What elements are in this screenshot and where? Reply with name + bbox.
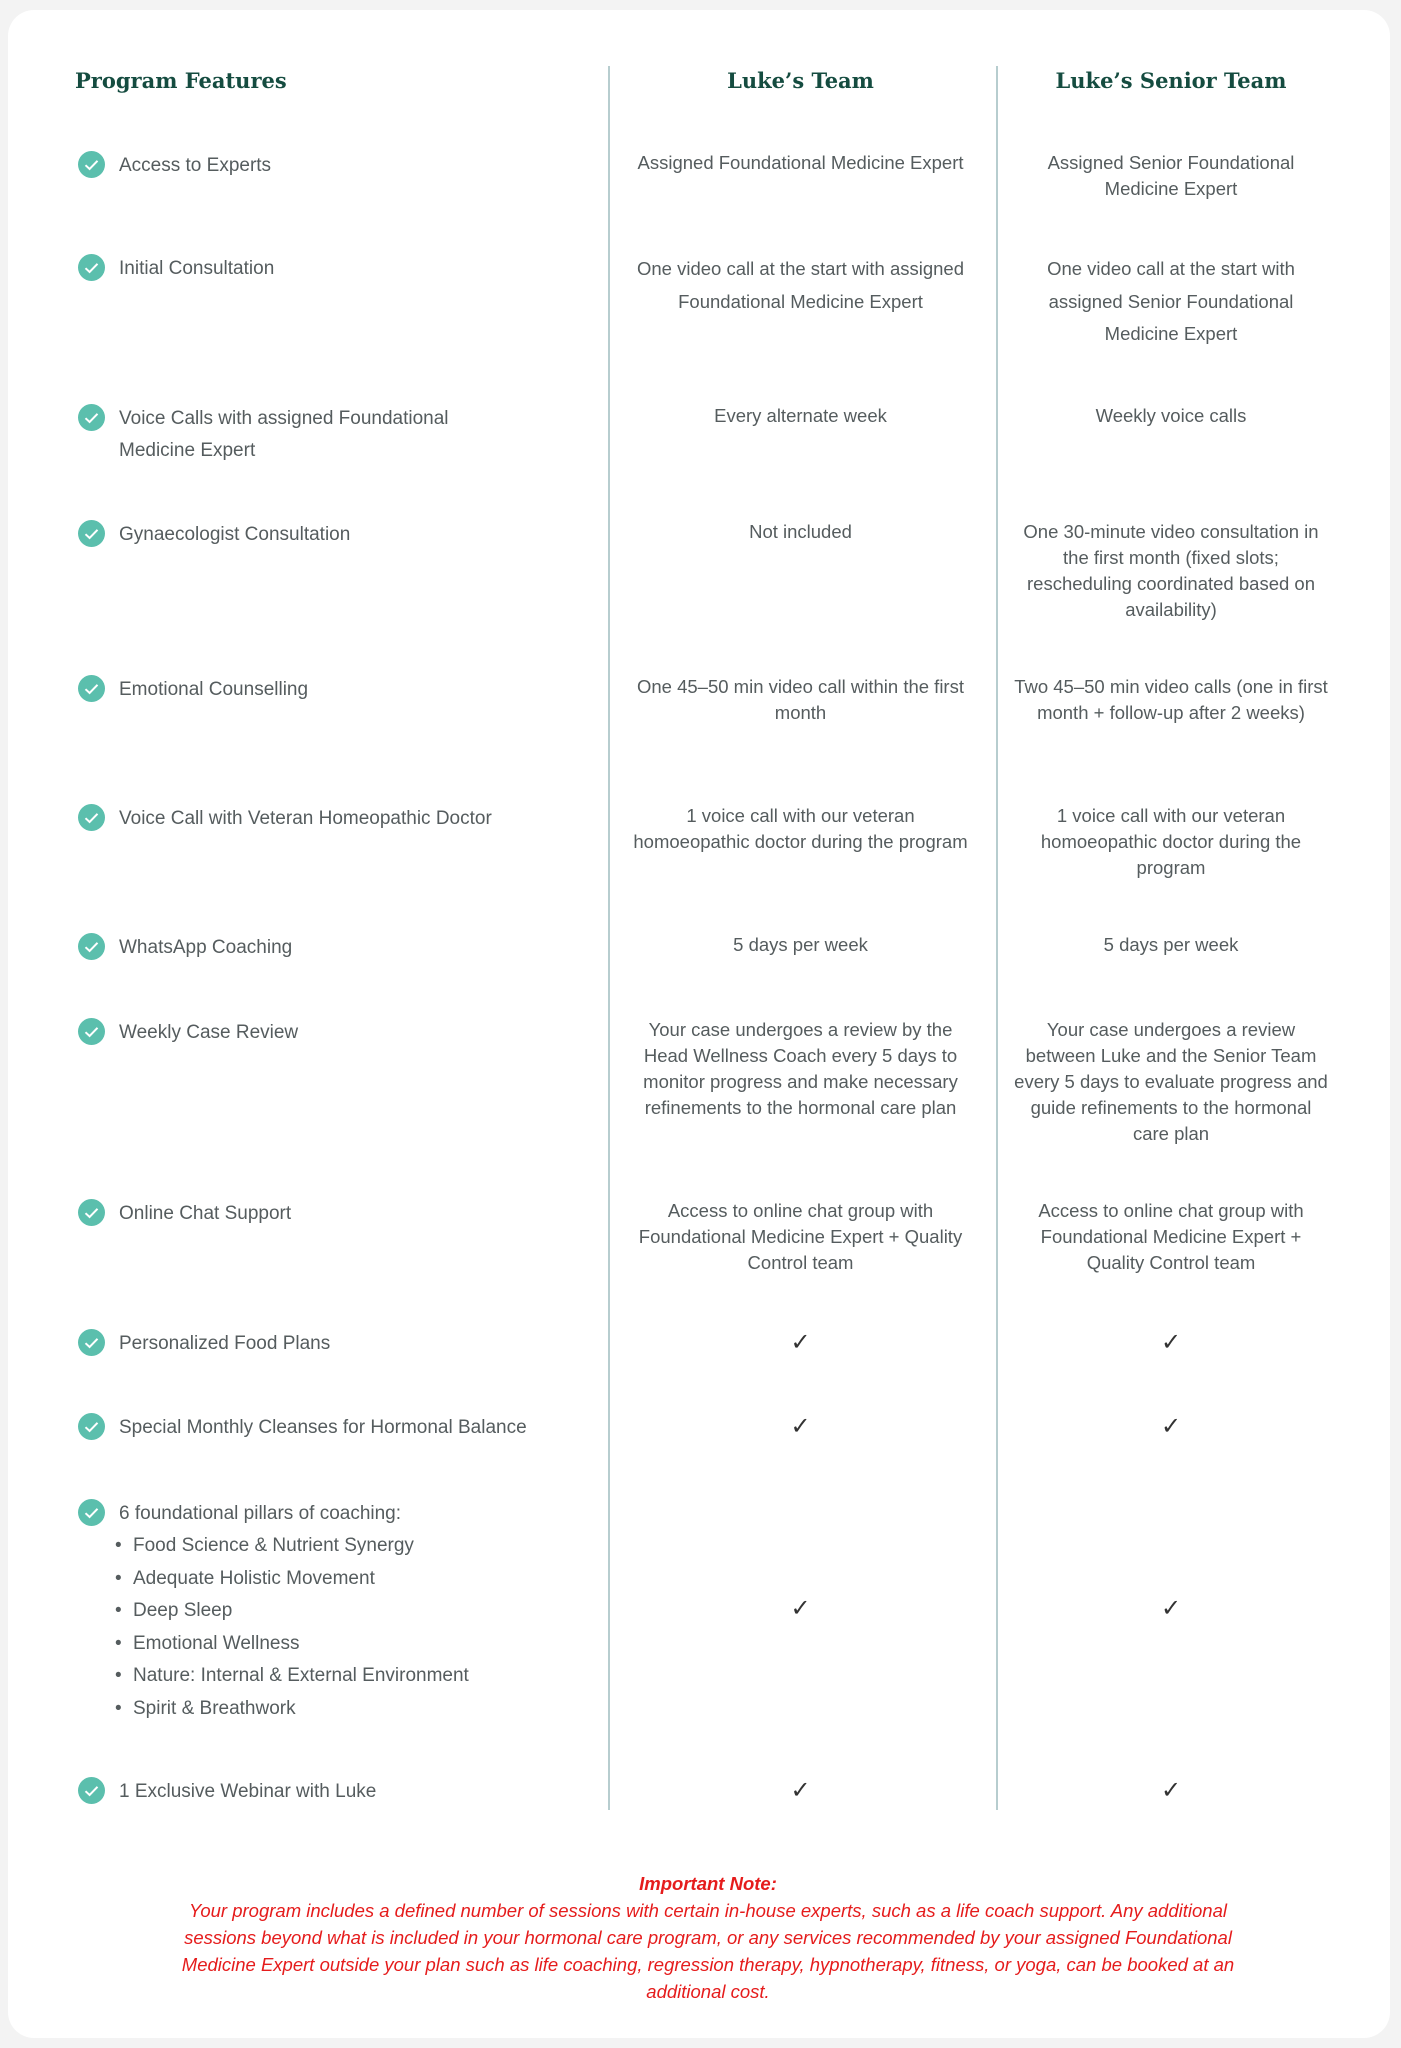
header-program-features: Program Features [75, 68, 287, 93]
feature-label: WhatsApp Coaching [119, 937, 293, 958]
feature-label: Special Monthly Cleanses for Hormonal Balance [119, 1417, 527, 1438]
check-circle-icon [78, 1018, 105, 1045]
plan2-checkmark: ✓ [1160, 1412, 1182, 1440]
plan2-value: One 30-minute video consultation in the first month (fixed slots; rescheduling coordinated based on availability) [1023, 521, 1319, 620]
check-circle-icon [78, 1499, 105, 1526]
list-item: • Emotional Wellness [105, 1628, 469, 1661]
feature-label: 1 Exclusive Webinar with Luke [119, 1781, 377, 1802]
feature-label: 6 foundational pillars of coaching: [119, 1503, 402, 1524]
plan1-value: 5 days per week [733, 934, 868, 955]
plan1-value: One 45–50 min video call within the first month [636, 676, 964, 723]
important-note [158, 1870, 1258, 2005]
plan2-value: One video call at the start with assigned Senior Foundational Medicine Expert [1047, 258, 1295, 344]
feature-label: Weekly Case Review [119, 1022, 299, 1043]
pillars-list [119, 1530, 469, 1725]
plan1-checkmark: ✓ [790, 1776, 811, 1804]
plan1-value: 1 voice call with our veteran homoeopathic doctor during the program [633, 805, 968, 852]
list-item: • Deep Sleep [105, 1595, 469, 1628]
header-lukes-senior-team: Luke’s Senior Team [1055, 68, 1287, 93]
check-circle-icon [78, 1199, 105, 1226]
important-note-title: Important Note: [639, 1873, 777, 1894]
check-circle-icon [78, 1413, 105, 1440]
feature-label: Voice Calls with assigned Foundational Medicine Expert [119, 408, 449, 461]
feature-label: Personalized Food Plans [119, 1333, 331, 1354]
feature-label: Access to Experts [119, 155, 272, 176]
comparison-card [8, 10, 1390, 2038]
feature-label: Online Chat Support [119, 1203, 292, 1224]
list-item: • Nature: Internal & External Environment [105, 1660, 469, 1693]
plan1-value: One video call at the start with assigned Foundational Medicine Expert [636, 258, 964, 312]
check-circle-icon [78, 151, 105, 178]
check-circle-icon [78, 404, 105, 431]
plan2-value: Assigned Senior Foundational Medicine Expert [1047, 152, 1295, 199]
plan1-value: Assigned Foundational Medicine Expert [637, 152, 964, 173]
check-circle-icon [78, 1777, 105, 1804]
plan2-checkmark: ✓ [1160, 1776, 1182, 1804]
plan1-checkmark: ✓ [790, 1594, 811, 1622]
header-lukes-team: Luke’s Team [727, 68, 874, 93]
plan1-checkmark: ✓ [790, 1412, 811, 1440]
check-circle-icon [78, 1329, 105, 1356]
list-item: • Spirit & Breathwork [105, 1693, 469, 1726]
plan1-value: Not included [749, 521, 852, 542]
plan1-value: Your case undergoes a review by the Head Wellness Coach every 5 days to monitor progress and make necessary refinements to the hormonal care plan [643, 1019, 958, 1118]
plan1-value: Access to online chat group with Foundational Medicine Expert + Quality Control team [638, 1200, 963, 1273]
plan1-checkmark: ✓ [790, 1328, 811, 1356]
feature-label: Initial Consultation [119, 258, 275, 279]
plan2-checkmark: ✓ [1160, 1328, 1182, 1356]
feature-label: Gynaecologist Consultation [119, 524, 351, 545]
check-circle-icon [78, 254, 105, 281]
list-item: • Food Science & Nutrient Synergy [105, 1530, 469, 1563]
feature-label: Voice Call with Veteran Homeopathic Doctor [119, 808, 492, 829]
check-circle-icon [78, 804, 105, 831]
column-divider-2 [996, 66, 998, 1810]
plan2-value: Your case undergoes a review between Luke and the Senior Team every 5 days to evaluate progress and guide refinements to the hormonal care plan [1014, 1019, 1328, 1144]
feature-label: Emotional Counselling [119, 679, 309, 700]
important-note-body: Your program includes a defined number of sessions with certain in-house experts, such as a life coach support. Any additional sessions beyond what is included in your hormonal care program, or any services recommended by your assigned Foundational Medicine Expert outside your plan such as life coaching, regression therapy, hypnotherapy, fitness, or yoga, can be booked at an additional cost. [181, 1900, 1235, 2002]
plan2-value: Weekly voice calls [1095, 405, 1247, 426]
column-divider-1 [608, 66, 610, 1810]
plan2-checkmark: ✓ [1160, 1594, 1182, 1622]
plan2-value: 5 days per week [1103, 934, 1239, 955]
check-circle-icon [78, 933, 105, 960]
plan1-value: Every alternate week [714, 405, 887, 426]
plan2-value: Two 45–50 min video calls (one in first month + follow-up after 2 weeks) [1014, 676, 1328, 723]
list-item: • Adequate Holistic Movement [105, 1563, 469, 1596]
check-circle-icon [78, 520, 105, 547]
plan2-value: 1 voice call with our veteran homoeopathic doctor during the program [1040, 805, 1302, 878]
check-circle-icon [78, 675, 105, 702]
plan2-value: Access to online chat group with Foundational Medicine Expert + Quality Control team [1038, 1200, 1304, 1273]
